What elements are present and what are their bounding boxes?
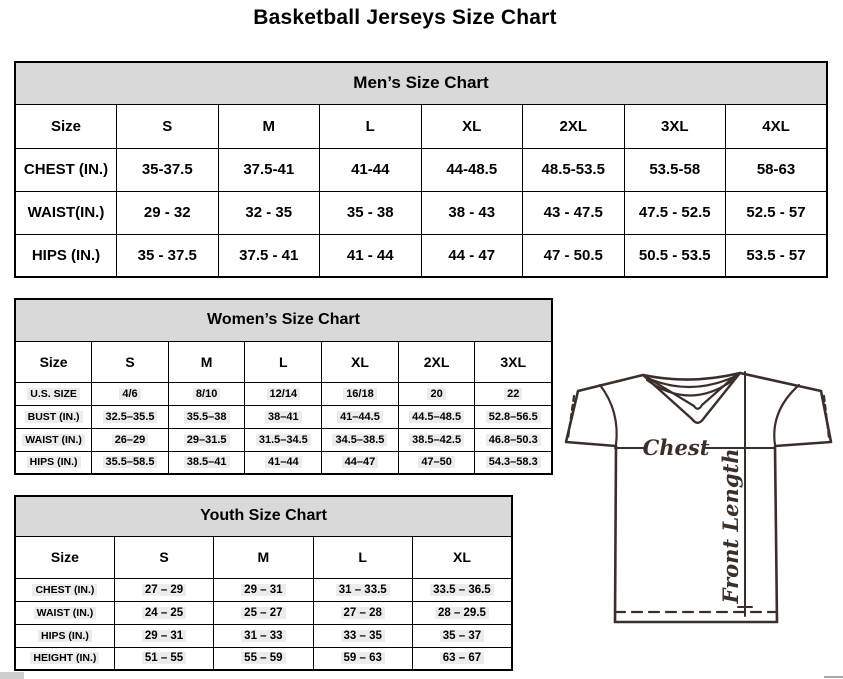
mens-column-header: L bbox=[320, 104, 422, 148]
womens-size-cell bbox=[322, 405, 399, 428]
womens-table-row bbox=[15, 428, 552, 451]
youth-row-label bbox=[15, 624, 114, 647]
mens-size-cell: 53.5-58 bbox=[624, 148, 726, 191]
cell-value: 44–47 bbox=[342, 456, 379, 468]
youth-size-cell bbox=[214, 578, 313, 601]
mens-size-cell: 43 - 47.5 bbox=[523, 191, 625, 234]
womens-column-header: M bbox=[168, 341, 245, 382]
mens-row-label: WAIST(IN.) bbox=[15, 191, 117, 234]
mens-column-header: M bbox=[218, 104, 320, 148]
sleeve-trim-dashed-right bbox=[824, 396, 829, 438]
mens-size-cell: 37.5 - 41 bbox=[218, 234, 320, 277]
womens-size-cell bbox=[245, 451, 322, 474]
youth-size-cell bbox=[114, 601, 213, 624]
cell-value: 44.5–48.5 bbox=[409, 411, 464, 423]
womens-size-cell bbox=[92, 451, 169, 474]
mens-size-cell: 29 - 32 bbox=[117, 191, 219, 234]
cell-value: 27 – 29 bbox=[142, 584, 186, 596]
cell-value: HIPS (IN.) bbox=[38, 630, 92, 642]
mens-size-cell: 41-44 bbox=[320, 148, 422, 191]
cell-value: 20 bbox=[427, 388, 445, 400]
youth-size-cell bbox=[214, 601, 313, 624]
mens-size-cell: 35 - 38 bbox=[320, 191, 422, 234]
womens-size-cell bbox=[168, 451, 245, 474]
womens-size-cell bbox=[398, 382, 475, 405]
cell-value: BUST (IN.) bbox=[25, 411, 83, 423]
womens-size-cell bbox=[398, 451, 475, 474]
mens-size-cell: 47.5 - 52.5 bbox=[624, 191, 726, 234]
womens-size-cell bbox=[92, 405, 169, 428]
cell-value: WAIST (IN.) bbox=[22, 434, 85, 446]
cell-value: 63 – 67 bbox=[440, 652, 484, 664]
ui-fragment-bottom-right bbox=[824, 676, 843, 678]
cell-value: 12/14 bbox=[267, 388, 301, 400]
cell-value: 41–44.5 bbox=[337, 411, 383, 423]
mens-table-row bbox=[15, 234, 827, 277]
mens-table-row bbox=[15, 191, 827, 234]
womens-column-header: Size bbox=[15, 341, 92, 382]
cell-value: 22 bbox=[504, 388, 522, 400]
jersey-measurement-diagram bbox=[556, 356, 843, 634]
youth-column-header: S bbox=[114, 536, 213, 578]
cell-value: 33.5 – 36.5 bbox=[430, 584, 494, 596]
chest-label: Chest bbox=[642, 435, 710, 460]
mens-size-cell: 58-63 bbox=[726, 148, 828, 191]
womens-size-cell bbox=[475, 382, 552, 405]
youth-column-header: L bbox=[313, 536, 412, 578]
youth-size-cell bbox=[114, 624, 213, 647]
armhole-seam-right bbox=[774, 385, 799, 445]
mens-table-row bbox=[15, 148, 827, 191]
cell-value: 29–31.5 bbox=[184, 434, 230, 446]
youth-size-cell bbox=[214, 624, 313, 647]
cell-value: 51 – 55 bbox=[142, 652, 186, 664]
youth-column-header: M bbox=[214, 536, 313, 578]
womens-row-label bbox=[15, 405, 92, 428]
womens-size-cell bbox=[475, 428, 552, 451]
youth-table-row bbox=[15, 601, 512, 624]
cell-value: 46.8–50.3 bbox=[486, 434, 541, 446]
youth-column-header: Size bbox=[15, 536, 114, 578]
mens-size-cell: 41 - 44 bbox=[320, 234, 422, 277]
mens-size-cell: 32 - 35 bbox=[218, 191, 320, 234]
cell-value: 27 – 28 bbox=[341, 607, 385, 619]
cell-value: 35.5–38 bbox=[184, 411, 230, 423]
cell-value: HEIGHT (IN.) bbox=[30, 652, 99, 664]
mens-size-cell: 44 - 47 bbox=[421, 234, 523, 277]
mens-column-header: Size bbox=[15, 104, 117, 148]
cell-value: 28 – 29.5 bbox=[435, 607, 489, 619]
cell-value: CHEST (IN.) bbox=[32, 584, 97, 596]
cell-value: U.S. SIZE bbox=[27, 388, 80, 400]
cell-value: 47–50 bbox=[418, 456, 455, 468]
mens-row-label: HIPS (IN.) bbox=[15, 234, 117, 277]
mens-column-header: S bbox=[117, 104, 219, 148]
page-title: Basketball Jerseys Size Chart bbox=[253, 6, 557, 29]
cell-value: 31.5–34.5 bbox=[256, 434, 311, 446]
mens-size-cell: 48.5-53.5 bbox=[523, 148, 625, 191]
womens-table-row bbox=[15, 405, 552, 428]
womens-column-header: S bbox=[92, 341, 169, 382]
womens-size-cell bbox=[168, 405, 245, 428]
cell-value: 38.5–41 bbox=[184, 456, 230, 468]
cell-value: 55 – 59 bbox=[241, 652, 285, 664]
mens-size-cell: 44-48.5 bbox=[421, 148, 523, 191]
womens-size-cell bbox=[475, 451, 552, 474]
mens-column-header: 4XL bbox=[726, 104, 828, 148]
mens-column-header: 2XL bbox=[523, 104, 625, 148]
youth-table-row bbox=[15, 647, 512, 670]
mens-size-cell: 35 - 37.5 bbox=[117, 234, 219, 277]
womens-size-cell bbox=[92, 382, 169, 405]
womens-row-label bbox=[15, 428, 92, 451]
youth-table-row bbox=[15, 624, 512, 647]
cell-value: WAIST (IN.) bbox=[34, 607, 97, 619]
cell-value: 31 – 33 bbox=[241, 630, 285, 642]
womens-size-cell bbox=[475, 405, 552, 428]
cell-value: 25 – 27 bbox=[241, 607, 285, 619]
womens-size-cell bbox=[168, 428, 245, 451]
cell-value: 38–41 bbox=[265, 411, 302, 423]
cell-value: 35 – 37 bbox=[440, 630, 484, 642]
mens-size-cell: 38 - 43 bbox=[421, 191, 523, 234]
cell-value: 31 – 33.5 bbox=[336, 584, 390, 596]
youth-size-cell bbox=[313, 601, 412, 624]
youth-size-cell bbox=[114, 578, 213, 601]
cell-value: HIPS (IN.) bbox=[27, 456, 81, 468]
womens-size-cell bbox=[245, 405, 322, 428]
womens-size-cell bbox=[168, 382, 245, 405]
womens-size-cell bbox=[398, 428, 475, 451]
youth-chart-title: Youth Size Chart bbox=[15, 496, 512, 536]
womens-size-cell bbox=[245, 382, 322, 405]
youth-size-cell bbox=[412, 578, 512, 601]
womens-table-row bbox=[15, 382, 552, 405]
mens-column-header: 3XL bbox=[624, 104, 726, 148]
mens-row-label: CHEST (IN.) bbox=[15, 148, 117, 191]
cell-value: 29 – 31 bbox=[142, 630, 186, 642]
youth-size-cell bbox=[214, 647, 313, 670]
youth-row-label bbox=[15, 578, 114, 601]
youth-size-cell bbox=[412, 624, 512, 647]
mens-size-cell: 53.5 - 57 bbox=[726, 234, 828, 277]
youth-size-cell bbox=[313, 647, 412, 670]
youth-row-label bbox=[15, 647, 114, 670]
front-length-label: Front Length bbox=[718, 448, 743, 604]
cell-value: 26–29 bbox=[112, 434, 149, 446]
cell-value: 29 – 31 bbox=[241, 584, 285, 596]
mens-chart-title: Men’s Size Chart bbox=[15, 62, 827, 104]
mens-size-cell: 47 - 50.5 bbox=[523, 234, 625, 277]
womens-column-header: L bbox=[245, 341, 322, 382]
youth-size-cell bbox=[412, 647, 512, 670]
mens-size-cell: 50.5 - 53.5 bbox=[624, 234, 726, 277]
womens-chart-title: Women’s Size Chart bbox=[15, 299, 552, 341]
cell-value: 52.8–56.5 bbox=[486, 411, 541, 423]
womens-size-chart bbox=[14, 298, 553, 475]
cell-value: 24 – 25 bbox=[142, 607, 186, 619]
cell-value: 4/6 bbox=[119, 388, 140, 400]
cell-value: 16/18 bbox=[343, 388, 377, 400]
mens-size-cell: 52.5 - 57 bbox=[726, 191, 828, 234]
womens-column-header: XL bbox=[322, 341, 399, 382]
cell-value: 59 – 63 bbox=[341, 652, 385, 664]
womens-column-header: 3XL bbox=[475, 341, 552, 382]
armhole-seam-left bbox=[600, 385, 617, 445]
cell-value: 35.5–58.5 bbox=[103, 456, 158, 468]
youth-column-header: XL bbox=[412, 536, 512, 578]
ui-fragment-bottom-left bbox=[0, 672, 24, 679]
womens-size-cell bbox=[322, 382, 399, 405]
youth-size-chart bbox=[14, 495, 513, 671]
youth-size-cell bbox=[114, 647, 213, 670]
womens-table-row bbox=[15, 451, 552, 474]
womens-row-label bbox=[15, 382, 92, 405]
mens-size-cell: 35-37.5 bbox=[117, 148, 219, 191]
jersey-outline bbox=[566, 373, 831, 622]
womens-column-header: 2XL bbox=[398, 341, 475, 382]
cell-value: 33 – 35 bbox=[341, 630, 385, 642]
youth-row-label bbox=[15, 601, 114, 624]
cell-value: 8/10 bbox=[193, 388, 220, 400]
womens-size-cell bbox=[322, 451, 399, 474]
womens-size-cell bbox=[398, 405, 475, 428]
jersey-illustration bbox=[556, 356, 843, 634]
womens-size-cell bbox=[92, 428, 169, 451]
cell-value: 54.3–58.3 bbox=[486, 456, 541, 468]
youth-size-cell bbox=[412, 601, 512, 624]
womens-size-cell bbox=[322, 428, 399, 451]
cell-value: 34.5–38.5 bbox=[332, 434, 387, 446]
youth-size-cell bbox=[313, 624, 412, 647]
mens-column-header: XL bbox=[421, 104, 523, 148]
cell-value: 41–44 bbox=[265, 456, 302, 468]
mens-size-chart bbox=[14, 61, 828, 278]
youth-table-row bbox=[15, 578, 512, 601]
womens-size-cell bbox=[245, 428, 322, 451]
mens-size-cell: 37.5-41 bbox=[218, 148, 320, 191]
cell-value: 32.5–35.5 bbox=[103, 411, 158, 423]
womens-row-label bbox=[15, 451, 92, 474]
cell-value: 38.5–42.5 bbox=[409, 434, 464, 446]
youth-size-cell bbox=[313, 578, 412, 601]
